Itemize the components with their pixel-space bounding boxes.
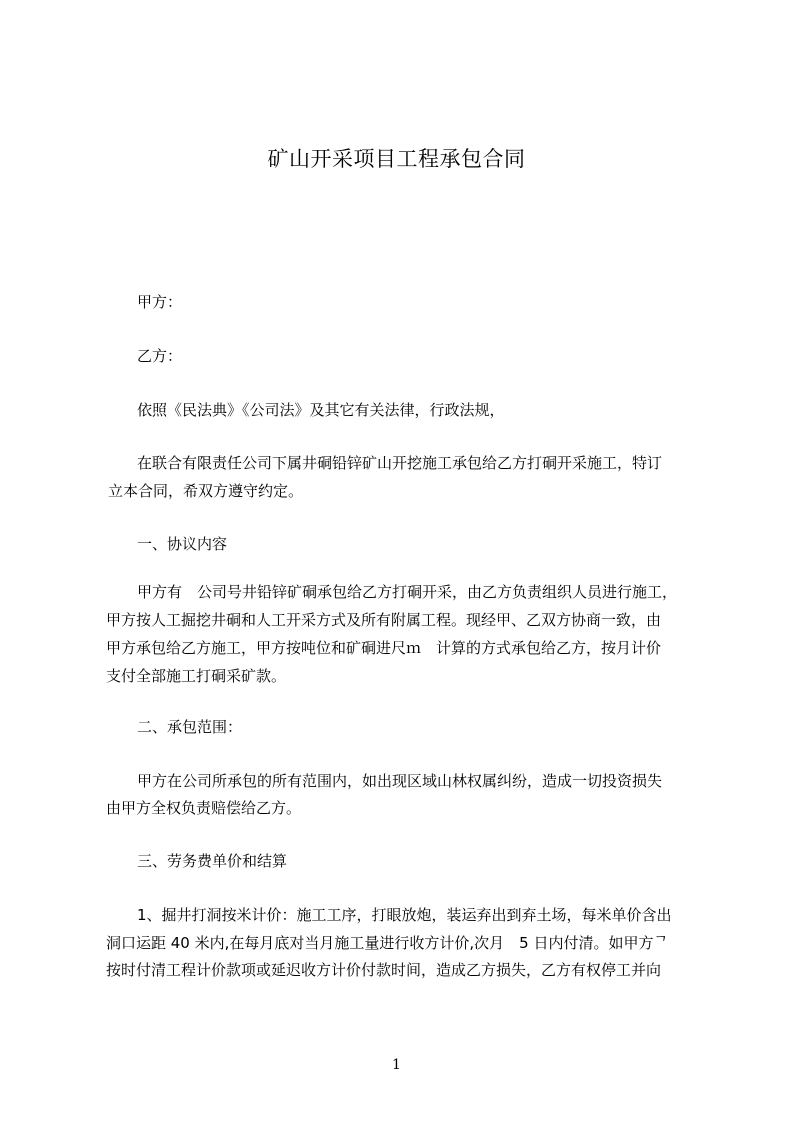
paragraph-line: 甲方有 公司号井铅锌矿硐承包给乙方打硐开采，由乙方负责组织人员进行施工， <box>137 583 678 601</box>
section-heading: 一、协议内容 <box>137 535 228 553</box>
intro-text: 依照《民法典》《公司法》及其它有关法律，行政法规， <box>137 401 505 419</box>
paragraph-line: 甲方在公司所承包的所有范围内，如出现区域山林权属纠纷，造成一切投资损失 <box>137 772 663 790</box>
party-b-label: 乙方： <box>137 347 183 365</box>
preamble-line: 立本合同，希双方遵守约定。 <box>108 482 304 500</box>
paragraph-line: 由甲方全权负责赔偿给乙方。 <box>106 799 302 817</box>
paragraph-line: 甲方承包给乙方施工，甲方按吨位和矿硐进尺ｍ 计算的方式承包给乙方，按月计价 <box>106 639 662 657</box>
section-heading: 三、劳务费单价和结算 <box>137 852 288 870</box>
paragraph-line: 甲方按人工掘挖井硐和人工开采方式及所有附属工程。现经甲、乙双方协商一致，由 <box>106 611 662 629</box>
document-title: 矿山开采项目工程承包合同 <box>267 147 526 171</box>
paragraph-line: 支付全部施工打硐采矿款。 <box>106 667 287 685</box>
paragraph-line: 洞口运距 40 米内,在每月底对当月施工量进行收方计价,次月 5 日内付清。如甲方ᄀ <box>106 934 668 952</box>
preamble-line: 在联合有限责任公司下属井硐铅锌矿山开挖施工承包给乙方打硐开采施工，特订 <box>137 454 663 472</box>
page-number: 1 <box>392 1057 401 1073</box>
section-heading: 二、承包范围： <box>137 718 243 736</box>
party-a-label: 甲方： <box>137 293 183 311</box>
paragraph-line: 1、掘井打洞按米计价：施工工序，打眼放炮，装运弃出到弃土场，每米单价含出 <box>137 906 672 924</box>
paragraph-line: 按时付清工程计价款项或延迟收方计价付款时间，造成乙方损失，乙方有权停工并向 <box>106 961 662 979</box>
